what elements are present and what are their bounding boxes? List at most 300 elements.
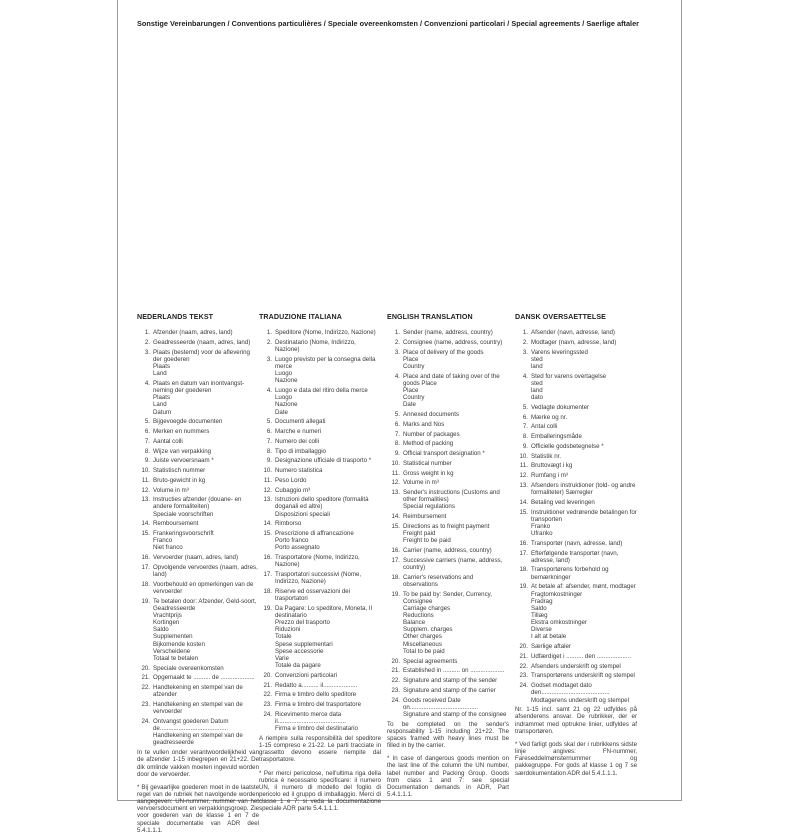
list-item	[515, 663, 637, 670]
item-text	[403, 450, 509, 457]
item-number: 14.	[391, 513, 400, 521]
item-text	[531, 672, 637, 679]
item-subfield: Freight paid	[403, 530, 436, 538]
item-subfield: Handtekening en stempel van de geadresseerde	[153, 732, 243, 747]
item-number: 22.	[141, 684, 150, 692]
list-item	[259, 691, 381, 698]
item-label: Convenzioni particolari	[275, 671, 338, 679]
item-number: 22.	[519, 662, 528, 670]
list-item	[137, 554, 259, 561]
item-number: 20.	[263, 671, 272, 679]
item-number: 23.	[519, 672, 528, 680]
item-text	[531, 414, 637, 421]
item-text	[403, 431, 509, 438]
item-label: Voorbehould en opmerkingen van de vervoerder	[153, 580, 254, 595]
item-label: Destinatario (Nome, Indirizzo, Nazione)	[275, 338, 356, 354]
item-text	[403, 557, 509, 571]
item-subfield: Franko	[531, 522, 551, 530]
list-item	[259, 588, 381, 602]
list-item	[387, 450, 509, 457]
item-number: 11.	[519, 462, 528, 470]
list-item	[259, 477, 381, 484]
item-label: Sender's instructions (Customs and other formalities)	[403, 489, 500, 504]
item-number: 3.	[266, 355, 272, 363]
item-text	[531, 329, 637, 336]
item-label: At betale af: afsender, mønt, modtager	[531, 583, 636, 591]
item-label: Plaats en datum van inontvangst-neming der goederen	[153, 379, 245, 395]
item-subfield: sted	[531, 379, 543, 387]
item-subfield: Freight to be paid	[403, 537, 451, 545]
item-text	[531, 540, 637, 547]
item-label: Goods received Date on........................................	[403, 696, 479, 711]
column-heading: ENGLISH TRANSLATION	[387, 313, 473, 321]
list-item	[137, 457, 259, 464]
item-label: Handtekening en stempel van de vervoerder	[153, 701, 243, 716]
item-subfield: Totale	[275, 633, 292, 641]
list-item	[515, 373, 637, 402]
list-item	[387, 349, 509, 370]
item-number: 8.	[394, 440, 400, 448]
list-item	[515, 540, 637, 547]
item-label: Speditore (Nome, Indirizzo, Nazione)	[275, 329, 376, 337]
item-label: Vedlagte dokumenter	[531, 403, 590, 411]
item-number: 12.	[519, 472, 528, 480]
item-number: 2.	[394, 338, 400, 346]
list-item	[259, 356, 381, 385]
list-item	[259, 672, 381, 679]
item-subfield: Fradrag	[531, 597, 553, 605]
item-label: Place of delivery of the goods	[403, 348, 484, 356]
list-item	[259, 520, 381, 527]
list-item	[387, 373, 509, 409]
item-number: 19.	[391, 590, 400, 598]
item-label: Transportør (navn, adresse, land)	[531, 539, 623, 547]
item-subfield: Totaal te betalen	[153, 654, 199, 662]
item-text	[403, 667, 509, 674]
item-number: 4.	[394, 372, 400, 380]
item-label: Directions as to freight payment	[403, 522, 490, 530]
item-subfield: I alt at betale	[531, 633, 567, 641]
item-label: Opgemaakt te .......... de ....................	[153, 674, 255, 682]
item-text	[153, 718, 259, 747]
list-item	[259, 530, 381, 551]
item-label: Established in .......... on ....................	[403, 667, 505, 675]
item-text	[403, 460, 509, 467]
item-subfield: Modtagerens underskrift og stempel	[531, 696, 629, 704]
item-label: Trasportatori successivi (Nome, Indirizzo, Nazione)	[275, 571, 362, 586]
responsibility-note: In te vullen onder verantwoordelijkheid van de afzender 1-15 inbegrepen en 21+22. De dik omlinde vakken moeten ingevuld worden door de vervoerder.	[137, 749, 259, 778]
item-label: Place and date of taking over of the goods Place	[403, 372, 500, 387]
list-item	[515, 583, 637, 640]
item-number: 5.	[394, 411, 400, 419]
field-list	[259, 329, 381, 732]
list-item	[515, 550, 637, 564]
item-text	[153, 598, 259, 662]
item-text	[531, 453, 637, 460]
item-subfield: Kortingen	[153, 619, 180, 627]
column-heading: NEDERLANDS TEKST	[137, 313, 214, 321]
item-label: Designazione ufficiale di trasporto *	[275, 457, 372, 465]
item-subfield: Place	[403, 355, 419, 363]
item-label: Cubaggio m³	[275, 486, 311, 494]
list-item	[137, 496, 259, 517]
list-item	[259, 418, 381, 425]
item-subfield: Reductions	[403, 612, 434, 619]
item-label: Speciale overeenkomsten	[153, 664, 224, 672]
item-label: Numero dei colli	[275, 437, 320, 445]
item-text	[275, 467, 381, 474]
list-item	[515, 509, 637, 538]
item-text	[403, 677, 509, 684]
item-label: Signature and stamp of the sender	[403, 677, 498, 685]
item-text	[275, 418, 381, 425]
list-item	[137, 339, 259, 346]
list-item	[515, 499, 637, 506]
column-italian	[259, 314, 381, 812]
list-item	[137, 467, 259, 474]
item-label: Bruttovægt i kg	[531, 462, 573, 470]
item-label: Number of packages	[403, 430, 460, 438]
item-subfield: Signature and stamp of the consignee	[403, 710, 507, 718]
item-text	[153, 448, 259, 455]
item-number: 5.	[144, 418, 150, 426]
item-subfield: Vrachtprijs	[153, 612, 182, 619]
list-item	[137, 418, 259, 425]
list-item	[259, 496, 381, 517]
item-text	[275, 438, 381, 445]
item-text	[531, 682, 637, 703]
item-number: 13.	[141, 496, 150, 504]
dangerous-goods-footnote: * Bij gevaarlijke goederen moet in de laatste regel van de rubriek het navolgende worden aangegeven: UN-nummer, nummer van het vervoersdocument en verpakkingsgroep. Zie voor goederen van de klasse 1 en 7 de speciale documentatie van ADR deel 5.4.1.1.1.	[137, 783, 259, 834]
item-label: Mærke og nr.	[531, 413, 568, 421]
list-item	[137, 329, 259, 336]
item-number: 3.	[144, 348, 150, 356]
item-number: 4.	[522, 372, 528, 380]
list-item	[259, 554, 381, 568]
item-label: Luogo previsto per la consegna della merce	[275, 355, 376, 370]
item-label: Bruto-gewicht in kg	[153, 476, 206, 484]
item-text	[403, 349, 509, 370]
item-text	[531, 499, 637, 506]
list-item	[387, 667, 509, 674]
page-title: Sonstige Vereinbarungen / Conventions particulières / Speciale overeenkomsten / Convenzioni particolari / Special agreements / Saerlige aftaler	[137, 19, 640, 28]
item-label: Marche e numeri	[275, 428, 322, 435]
item-text	[153, 349, 259, 378]
item-text	[403, 470, 509, 477]
item-number: 5.	[522, 403, 528, 411]
list-item	[137, 564, 259, 578]
dangerous-goods-footnote: * Per merci pericolose, nell'ultima riga della rubrica è necessario specificare: il numero UN, il numero di modello del foglio di pericolo ed il gruppo di imballaggio. Merci di classe 1 e 7: si veda la documentazione speciale ADR parte 5.4.1.1.1.	[259, 769, 381, 813]
list-item	[515, 349, 637, 370]
item-subfield: Niet franco	[153, 544, 183, 552]
item-text	[275, 672, 381, 679]
list-item	[387, 421, 509, 428]
list-item	[137, 380, 259, 416]
item-number: 7.	[144, 437, 150, 445]
list-item	[137, 520, 259, 527]
item-label: Redatto a.......... il....................	[275, 681, 358, 689]
item-number: 12.	[391, 479, 400, 487]
list-item	[387, 470, 509, 477]
item-label: Afzender (naam, adres, land)	[153, 329, 233, 337]
item-label: Modtager (navn, adresse, land)	[531, 338, 617, 346]
item-text	[531, 339, 637, 346]
list-item	[387, 479, 509, 486]
field-list	[137, 329, 259, 746]
list-item	[137, 438, 259, 445]
list-item	[387, 460, 509, 467]
item-subfield: Verscheidene	[153, 647, 191, 655]
item-number: 5.	[266, 418, 272, 426]
item-text	[531, 373, 637, 402]
item-number: 9.	[266, 457, 272, 465]
item-number: 11.	[391, 469, 400, 477]
item-subfield: Speciale voorschriften	[153, 510, 214, 518]
item-number: 21.	[519, 652, 528, 660]
item-text	[275, 605, 381, 669]
item-label: Tipo di imballaggio	[275, 447, 326, 455]
item-label: Instructies afzender (douane- en andere formaliteiten)	[153, 496, 242, 511]
item-label: Aantal colli	[153, 437, 183, 445]
item-subfield: Country	[403, 362, 425, 370]
item-text	[153, 438, 259, 445]
item-number: 24.	[519, 682, 528, 690]
item-number: 1.	[144, 329, 150, 337]
item-subfield: Miscellaneous	[403, 640, 442, 648]
list-item	[515, 339, 637, 346]
item-subfield: Plaats	[153, 362, 171, 370]
list-item	[387, 513, 509, 520]
list-item	[259, 428, 381, 435]
list-item	[387, 574, 509, 588]
item-label: Riserve ed osservazioni dei trasportatori	[275, 587, 351, 603]
item-number: 6.	[266, 428, 272, 435]
item-label: Prescrizione di affrancazione	[275, 530, 354, 538]
list-item	[259, 467, 381, 474]
column-dutch	[137, 314, 259, 834]
item-text	[403, 373, 509, 409]
item-subfield: Ufranko	[531, 530, 553, 538]
list-item	[387, 591, 509, 655]
item-label: Reimbursement	[403, 513, 447, 521]
item-label: Ontvangst goederen Datum de........................................	[153, 718, 229, 733]
item-text	[153, 554, 259, 561]
item-text	[531, 423, 637, 430]
item-number: 9.	[394, 450, 400, 458]
item-text	[153, 477, 259, 484]
list-item	[137, 718, 259, 747]
item-label: Volume in m³	[403, 479, 439, 487]
item-label: Marks and Nos	[403, 420, 445, 428]
item-number: 7.	[522, 423, 528, 431]
item-label: Særlige aftaler	[531, 643, 571, 651]
item-text	[531, 482, 637, 496]
item-label: Trasportatore (Nome, Indirizzo, Nazione)	[275, 554, 360, 569]
item-text	[275, 387, 381, 416]
item-text	[153, 520, 259, 527]
item-number: 1.	[266, 329, 272, 337]
item-subfield: Varie	[275, 654, 289, 662]
item-text	[403, 489, 509, 510]
list-item	[259, 438, 381, 445]
item-subfield: Supplementen	[153, 633, 193, 641]
item-number: 23.	[391, 686, 400, 694]
list-item	[259, 711, 381, 732]
item-text	[531, 550, 637, 564]
list-item	[515, 566, 637, 580]
item-number: 3.	[394, 348, 400, 356]
item-number: 23.	[141, 701, 150, 709]
item-text	[275, 554, 381, 568]
item-text	[531, 663, 637, 670]
item-subfield: Porto assegnato	[275, 544, 320, 552]
item-number: 17.	[519, 549, 528, 557]
list-item	[137, 701, 259, 715]
item-number: 7.	[394, 430, 400, 438]
item-text	[153, 339, 259, 346]
item-label: Udfærdiget i .......... den ....................	[531, 652, 631, 660]
item-label: Remboursement	[153, 520, 199, 528]
list-item	[137, 684, 259, 698]
item-number: 15.	[141, 530, 150, 538]
item-label: Godset modtaget dato den........................................	[531, 682, 610, 697]
item-label: Afsenders instruktioner (told- og andre formaliteter) Særregler	[531, 481, 636, 497]
item-label: Antal colli	[531, 423, 558, 431]
list-item	[259, 448, 381, 455]
item-subfield: Disposizioni speciali	[275, 510, 330, 518]
item-label: Official transport designation *	[403, 450, 485, 458]
item-subfield: Franco	[153, 537, 173, 545]
item-label: Statistisch nummer	[153, 467, 206, 474]
list-item	[387, 557, 509, 571]
item-number: 16.	[519, 539, 528, 547]
item-number: 24.	[263, 710, 272, 718]
item-subfield: Luogo	[275, 370, 293, 378]
list-item	[387, 411, 509, 418]
list-item	[137, 665, 259, 672]
item-text	[153, 467, 259, 474]
list-item	[137, 487, 259, 494]
item-text	[275, 477, 381, 484]
item-subfield: Balance	[403, 619, 426, 627]
item-number: 22.	[391, 677, 400, 685]
item-text	[153, 564, 259, 578]
item-text	[403, 339, 509, 346]
item-text	[153, 329, 259, 336]
item-number: 6.	[394, 420, 400, 428]
item-subfield: Special regulations	[403, 503, 455, 511]
list-item	[515, 329, 637, 336]
item-text	[531, 653, 637, 660]
item-number: 20.	[391, 657, 400, 665]
item-number: 9.	[144, 457, 150, 465]
list-item	[387, 658, 509, 665]
list-item	[137, 674, 259, 681]
item-number: 4.	[144, 379, 150, 387]
item-text	[403, 523, 509, 544]
item-subfield: Plaats	[153, 394, 171, 402]
column-heading: TRADUZIONE ITALIANA	[259, 313, 342, 321]
item-label: Special agreements	[403, 657, 458, 665]
item-number: 18.	[263, 587, 272, 595]
item-text	[275, 682, 381, 689]
item-number: 10.	[263, 467, 272, 474]
item-text	[275, 496, 381, 517]
item-subfield: Saldo	[153, 626, 169, 634]
item-text	[275, 701, 381, 708]
item-label: Geadresseerde (naam, adres, land)	[153, 338, 251, 346]
item-text	[275, 457, 381, 464]
item-text	[403, 440, 509, 447]
list-item	[387, 677, 509, 684]
list-item	[137, 349, 259, 378]
list-item	[515, 453, 637, 460]
item-subfield: dato	[531, 394, 543, 402]
item-label: Transportørens forbehold og bemærkninger	[531, 566, 609, 581]
item-label: Sted for varens overtagelse	[531, 372, 607, 380]
list-item	[259, 605, 381, 669]
item-text	[531, 443, 637, 450]
list-item	[515, 462, 637, 469]
item-text	[275, 588, 381, 602]
item-subfield: Riduzioni	[275, 626, 301, 634]
item-text	[153, 674, 259, 681]
item-label: Te betalen door: Afzender, Geld-soort, Geadresseerde	[153, 597, 257, 612]
list-item	[259, 387, 381, 416]
item-text	[275, 571, 381, 585]
item-subfield: Ekstra omkostninger	[531, 619, 587, 627]
list-item	[137, 530, 259, 551]
item-text	[403, 591, 509, 655]
item-text	[153, 684, 259, 698]
item-label: Efterfølgende transportør (navn, adresse, land)	[531, 549, 619, 564]
item-subfield: Supplem. charges	[403, 626, 453, 634]
item-subfield: Fragtomkostninger	[531, 590, 583, 598]
item-number: 10.	[519, 452, 528, 460]
item-label: Firma e timbro del trasportatore	[275, 701, 361, 709]
item-label: Vervoerder (naam, adres, land)	[153, 554, 238, 562]
item-label: Statistical number	[403, 459, 452, 467]
item-label: Officielle godsbetegnelse *	[531, 442, 604, 450]
item-label: Transportørens underskrift og stempel	[531, 672, 635, 680]
item-number: 6.	[522, 413, 528, 421]
item-text	[153, 487, 259, 494]
responsibility-note: A riempire sulla responsibilità del speditore 1-15 compreso e 21-22. Le parti tracciate in grassetto devono essere riempite dal trasportatore.	[259, 734, 381, 764]
item-subfield: Spese supplementari	[275, 640, 333, 648]
item-number: 22.	[263, 691, 272, 699]
item-number: 13.	[391, 489, 400, 497]
field-list	[515, 329, 637, 704]
item-label: Volume in m³	[153, 486, 189, 494]
item-number: 21.	[263, 681, 272, 689]
item-number: 18.	[391, 573, 400, 581]
item-label: Istruzioni dello speditore (formalità doganali ed altre)	[275, 496, 369, 511]
item-text	[531, 462, 637, 469]
item-text	[153, 665, 259, 672]
item-number: 17.	[391, 556, 400, 564]
list-item	[515, 423, 637, 430]
item-number: 9.	[522, 442, 528, 450]
item-number: 21.	[391, 667, 400, 675]
item-number: 2.	[522, 338, 528, 346]
list-item	[387, 523, 509, 544]
item-label: Annexed documents	[403, 411, 459, 419]
item-subfield: Carriage charges	[403, 604, 451, 612]
item-number: 10.	[141, 467, 150, 474]
item-text	[275, 448, 381, 455]
item-text	[275, 356, 381, 385]
item-number: 16.	[141, 554, 150, 562]
